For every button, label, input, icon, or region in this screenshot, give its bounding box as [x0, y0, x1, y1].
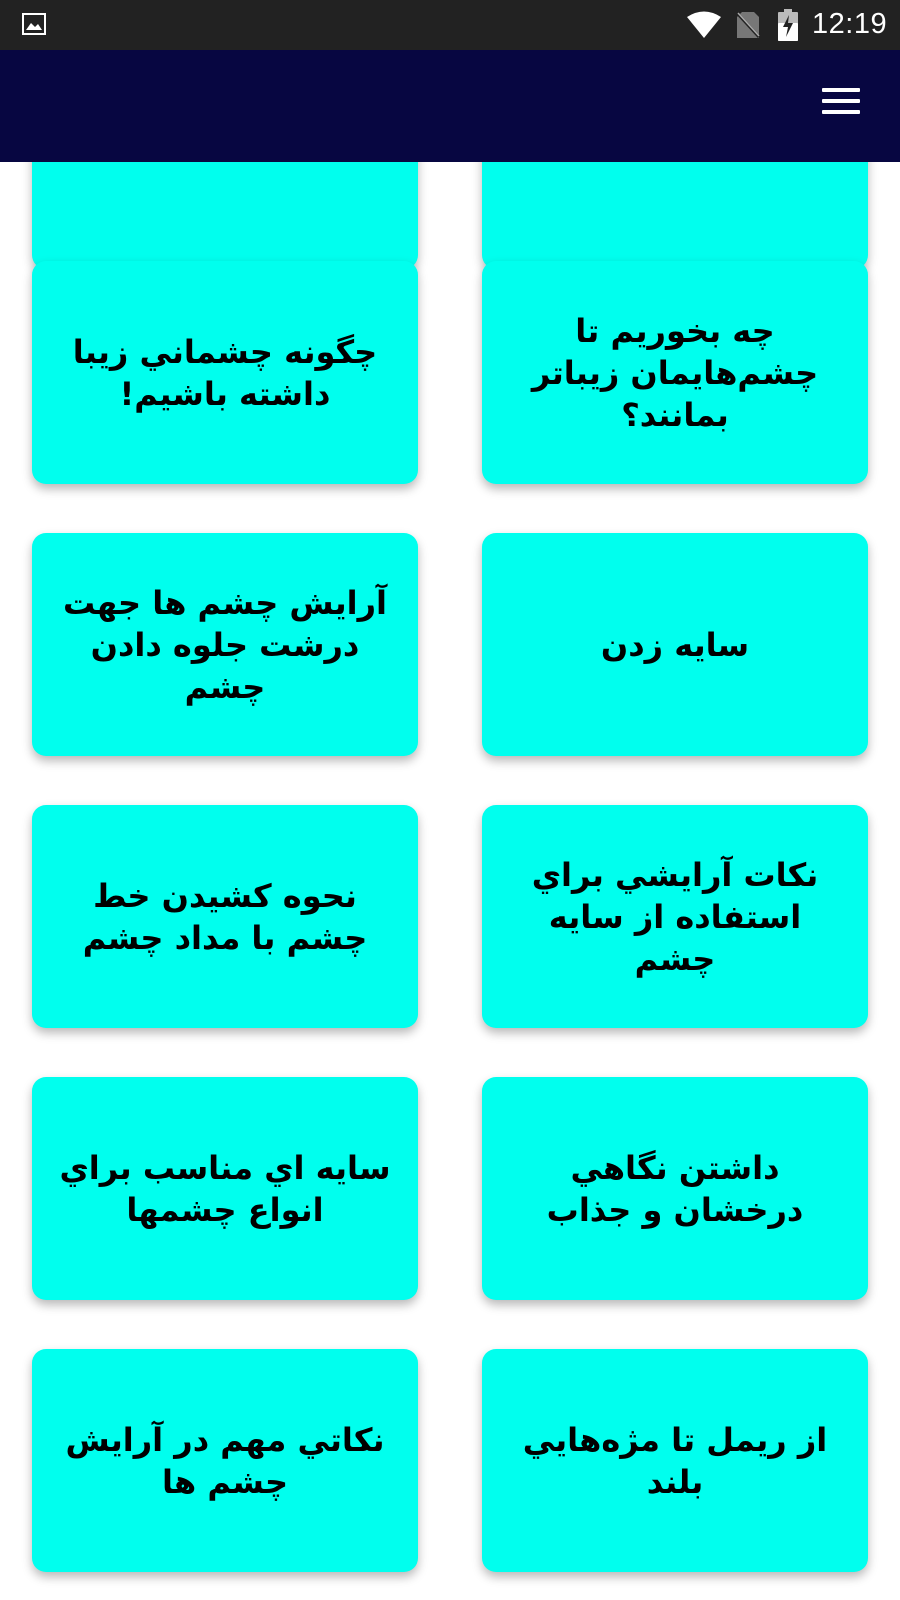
article-card-title: چه بخوريم تا چشم‌هايمان زيباتر بمانند؟ [531, 311, 819, 434]
article-card[interactable] [32, 533, 418, 756]
article-card[interactable] [482, 805, 868, 1028]
article-card[interactable] [482, 1077, 868, 1300]
app-bar [0, 50, 900, 162]
article-card[interactable] [32, 162, 418, 269]
article-card[interactable] [482, 533, 868, 756]
article-card-title: نكاتي مهم در آرايش چشم ها [65, 1420, 385, 1501]
article-card[interactable] [32, 1349, 418, 1572]
article-card-title: از ريمل تا مژه‌هايي بلند [522, 1420, 828, 1501]
article-card-title: نحوه كشيدن خط چشم با مداد چشم [82, 876, 368, 957]
card-grid [0, 162, 900, 1600]
status-bar [0, 0, 900, 50]
article-card[interactable] [32, 805, 418, 1028]
article-card-title: چگونه چشماني زيبا داشته باشيم! [72, 332, 378, 413]
article-card[interactable] [32, 261, 418, 484]
image-icon [22, 13, 46, 35]
article-card-title: سايه اي مناسب براي انواع چشمها [59, 1148, 391, 1229]
article-card[interactable] [482, 1349, 868, 1572]
hamburger-menu-icon[interactable] [822, 88, 862, 124]
article-card[interactable] [482, 162, 868, 269]
no-sim-icon [736, 11, 760, 39]
article-card-title: نكات آرايشي براي استفاده از سايه چشم [531, 855, 819, 978]
article-card-title: سايه زدن [600, 625, 750, 664]
article-card-title: داشتن نگاهي درخشان و جذاب [546, 1148, 804, 1229]
article-card[interactable] [32, 1077, 418, 1300]
status-clock: 12:19 [812, 8, 888, 40]
article-card-title: آرايش چشم ها جهت درشت جلوه دادن چشم [62, 583, 387, 706]
article-card[interactable] [482, 261, 868, 484]
wifi-icon [686, 10, 722, 40]
battery-charging-icon [778, 9, 798, 41]
